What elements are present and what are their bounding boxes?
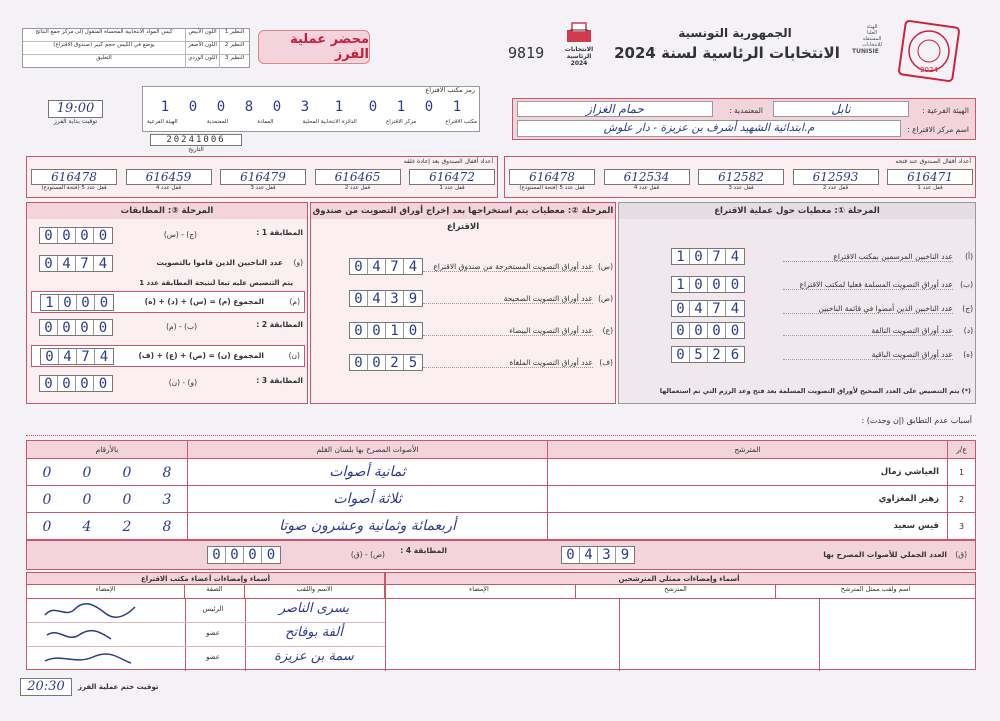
digit-cell: 0 [58, 376, 76, 391]
election-title: الانتخابات الرئاسية لسنة 2024 [614, 44, 840, 62]
total-value [561, 546, 635, 564]
date-value: 20241006 [150, 134, 242, 146]
vote-digit: 0 [42, 518, 52, 535]
votes-words: ثلاثة أصوات [187, 486, 547, 513]
digit-cell: 0 [708, 277, 726, 292]
voters-value [39, 255, 113, 272]
member-name: يسرى الناصر [278, 601, 350, 616]
isie-text: TUNISIE [852, 48, 879, 55]
totals-box [26, 540, 976, 570]
delegation-label: المعتمدية : [729, 106, 763, 115]
digit-cell: 4 [368, 291, 386, 306]
office-code-box [142, 86, 480, 132]
stage1-row-c [619, 299, 975, 319]
match-formula: (ب) - (م) [166, 322, 197, 331]
stage1-a-value [671, 248, 745, 265]
digit-cell: 0 [40, 320, 58, 335]
seal-label: قفل عدد 4 [155, 185, 182, 191]
code-digit: 3 [300, 99, 310, 115]
isie-logo: الهيئة العليا المستقلة للانتخابات TUNISIE [852, 24, 892, 68]
seals-before-box [504, 156, 976, 198]
signatures-area [26, 572, 976, 670]
vote-digit: 0 [82, 464, 92, 481]
row-num: 1 [947, 459, 975, 486]
stage2-row-fa [311, 353, 615, 373]
start-time-box [48, 100, 103, 130]
members-col-header: الاسم واللقب [244, 585, 384, 598]
digit-cell: 4 [59, 349, 77, 364]
member-name: ألفة بوفاتح [285, 625, 343, 640]
row-label: عدد الناخبين الذين أمضوا في قائمة الناخبين [783, 304, 953, 314]
digit-cell: 0 [730, 322, 740, 339]
code-label: مكتب الاقتراع [445, 119, 477, 125]
digit-cell: 0 [40, 256, 58, 271]
member-row-3 [27, 647, 385, 671]
digit-cell: 0 [690, 323, 708, 338]
members-col-header: الإمضاء [95, 585, 116, 593]
seal-before-2 [793, 169, 879, 191]
row-label: عدد الناخبين الذين قاموا بالتصويت [156, 258, 283, 267]
member-role: الرئيس [202, 605, 224, 613]
digit-cell: 2 [386, 355, 404, 370]
stage1-box [618, 202, 976, 404]
reps-col-header: الإمضاء [469, 585, 489, 593]
row-num: 2 [947, 486, 975, 513]
seal-after-1 [409, 169, 495, 191]
candidate-name: زهير المغزاوي [547, 486, 947, 513]
digit-cell: 6 [730, 346, 740, 363]
seals-before-title: أعداد أقفال الصندوق عند فتحه [895, 158, 971, 165]
digit-cell: 0 [690, 249, 708, 264]
match-label: المطابقة 3 : [256, 376, 303, 385]
legend-key: النظير 2 [219, 42, 249, 54]
code-digit: 0 [424, 99, 434, 115]
seal-label: قفل عدد 3 [250, 185, 276, 191]
logo-text: الانتخابات الرئاسية 2024 [564, 46, 594, 67]
digit-cell: 4 [730, 248, 740, 265]
digit-cell: 0 [708, 323, 726, 338]
mismatch-label: أسباب عدم التطابق (إن وجدت) : [861, 416, 972, 425]
digit-cell: 0 [77, 295, 95, 310]
stage2-sad-value [349, 290, 423, 307]
stamp-seal-icon [896, 18, 962, 84]
row-key: (أ) [965, 252, 973, 261]
legend-desc: كيس المواد الانتخابية المحساة المنقول إلى مركز جمع النتائج [35, 29, 173, 35]
digit-cell: 3 [598, 547, 616, 563]
stage1-d-value [671, 322, 745, 339]
branch-value: نابل [773, 101, 909, 117]
match-label: المطابقة 2 : [256, 320, 303, 329]
code-digit: 0 [188, 99, 198, 115]
voters-row [27, 253, 307, 275]
reps-title: أسماء وإمضاءات ممثلي المترشحين [383, 573, 975, 585]
digit-cell: 0 [59, 295, 77, 310]
digit-cell: 4 [368, 259, 386, 274]
seal-value: 616465 [315, 169, 401, 185]
row-key: (ع) [602, 326, 613, 335]
digit-cell: 4 [98, 255, 108, 272]
code-digit: 0 [368, 99, 378, 115]
match-formula: (ج) - (س) [163, 230, 197, 239]
digit-cell: 4 [99, 348, 109, 365]
stage2-box [310, 202, 616, 404]
digit-cell: 0 [98, 375, 108, 392]
seal-value: 612534 [604, 169, 690, 185]
votes-digits [27, 486, 187, 513]
code-digit: 0 [272, 99, 282, 115]
seal-value: 612582 [698, 169, 784, 185]
digit-cell: 0 [730, 276, 740, 293]
digit-cell: 7 [386, 259, 404, 274]
match-formula: (و) - (ن) [168, 378, 197, 387]
digit-cell: 0 [41, 349, 59, 364]
vote-digit: 3 [162, 491, 172, 508]
seals-after-box [26, 156, 498, 198]
row-label: عدد أوراق التصويت المستخرجة من صندوق الاقتراع [423, 262, 593, 272]
form-title: محضر عملية الفرز [290, 32, 369, 62]
stage1-row-d [619, 321, 975, 341]
digit-cell: 0 [266, 547, 276, 563]
vote-digit: 0 [122, 491, 132, 508]
row-label: المجموع (م) = (س) + (د) + (ه) [144, 297, 264, 306]
col-candidate-header: المترشح [547, 441, 947, 459]
members-col-header: الصفة [184, 585, 244, 598]
digit-cell: 5 [408, 354, 418, 371]
row-key: (س) [597, 262, 613, 271]
legend-key: النظير 1 [219, 29, 249, 41]
col-num-header: ع/ر [947, 441, 975, 459]
row-label: عدد أوراق التصويت الباقية [783, 350, 953, 360]
end-time: 20:30 [20, 678, 72, 696]
row-label: عدد أوراق التصويت الملغاة [423, 358, 593, 368]
code-digit: 0 [216, 99, 226, 115]
results-table [26, 440, 976, 540]
code-label: الهيئة الفرعية [147, 119, 178, 125]
digit-cell: 0 [690, 277, 708, 292]
match4-label: المطابقة 4 : [400, 546, 447, 555]
stage1-c-value [671, 300, 745, 317]
form-number: 9819 [508, 44, 545, 62]
results-row-2 [27, 486, 975, 513]
digit-cell: 0 [76, 228, 94, 243]
legend-color: اللون الأبيض [185, 29, 219, 41]
digit-cell: 0 [672, 301, 690, 316]
votes-words: أربعمائة وثمانية وعشرون صوتا [187, 513, 547, 540]
sum-m-row [31, 291, 305, 313]
start-time: 19:00 [48, 100, 103, 118]
row-key: (ج) [962, 304, 973, 313]
sum-n-row [31, 345, 305, 367]
row-key: (ه) [963, 350, 973, 359]
seal-before-4 [604, 169, 690, 191]
signature-2-icon [35, 625, 175, 645]
digit-cell: 0 [350, 355, 368, 370]
digit-cell: 0 [350, 323, 368, 338]
code-digit: 1 [160, 99, 170, 115]
sum-n-value [40, 348, 114, 365]
members-title: أسماء وإمضاءات أعضاء مكتب الاقتراع [27, 573, 385, 585]
start-time-label: توقيت بداية الفرز [53, 118, 98, 125]
digit-cell: 2 [708, 347, 726, 362]
signature-1-icon [35, 601, 175, 621]
stage3-box [26, 202, 308, 404]
row-key: (ن) [288, 351, 300, 360]
stage1-row-a [619, 247, 975, 267]
match1-value [39, 227, 113, 244]
seal-value: 616478 [509, 169, 595, 185]
results-row-3 [27, 513, 975, 540]
digit-cell: 0 [40, 376, 58, 391]
member-row-1 [27, 599, 385, 623]
candidate-name: قيس سعيد [547, 513, 947, 540]
reps-col-header: المترشح [575, 585, 775, 598]
seal-after-2 [315, 169, 401, 191]
legend-color: اللون الوردي [185, 55, 219, 68]
vote-digit: 8 [162, 518, 172, 535]
seal-label: قفل عدد 5 (فتحة المستودع) [519, 185, 585, 191]
digit-cell: 1 [672, 277, 690, 292]
digit-cell: 0 [40, 228, 58, 243]
digit-cell: 3 [386, 291, 404, 306]
match4-formula: (ص) - (ق) [350, 550, 385, 559]
digit-cell: 0 [350, 291, 368, 306]
office-code-title: رمز مكتب الاقتراع [425, 86, 475, 94]
vote-digit: 8 [162, 464, 172, 481]
code-digit: 1 [334, 99, 344, 115]
seal-label: قفل عدد 4 [633, 185, 660, 191]
sum-m-value [40, 294, 114, 311]
stage2-s-value [349, 258, 423, 275]
end-time-box [20, 678, 160, 700]
location-box [512, 98, 976, 140]
match4-value [207, 546, 281, 564]
digit-cell: 0 [226, 547, 244, 563]
digit-cell: 7 [708, 301, 726, 316]
row-key: (د) [963, 326, 973, 335]
vote-digit: 4 [82, 518, 92, 535]
match2-row [27, 317, 307, 341]
seal-label: قفل عدد 2 [344, 185, 371, 191]
votes-digits [27, 513, 187, 540]
results-row-1 [27, 459, 975, 486]
digit-cell: 7 [76, 256, 94, 271]
date-label: التاريخ [188, 146, 204, 153]
row-label: عدد أوراق التصويت المسلمة فعليا لمكتب الاقتراع [783, 280, 953, 290]
digit-cell: 7 [77, 349, 95, 364]
stage2-fa-value [349, 354, 423, 371]
code-digit: 1 [452, 99, 462, 115]
digit-cell: 4 [58, 256, 76, 271]
vote-digit: 0 [42, 491, 52, 508]
legend-table [22, 28, 250, 68]
row-num: 3 [947, 513, 975, 540]
row-label: عدد أوراق التصويت التالفة [783, 326, 953, 336]
legend-color: اللون الأصفر [185, 42, 219, 54]
svg-text:2024: 2024 [920, 66, 938, 74]
center-label: اسم مركز الاقتراع : [907, 125, 969, 134]
legend-desc: يوضع في الكيس حجم كبير (صندوق الاقتراع) [53, 42, 155, 48]
digit-cell: 0 [672, 323, 690, 338]
digit-cell: 0 [58, 320, 76, 335]
branch-label: الهيئة الفرعية : [922, 106, 969, 115]
voters-note: يتم التنصيص عليه تبعا لنتيجة المطابقة عدد 1 [139, 279, 293, 287]
member-row-2 [27, 623, 385, 647]
seal-label: قفل عدد 5 (فتحة المستودع) [41, 185, 107, 191]
stage2-ain-value [349, 322, 423, 339]
candidate-name: العياشي زمال [547, 459, 947, 486]
form-title-box [258, 30, 370, 64]
seal-value: 616459 [126, 169, 212, 185]
votes-words: ثمانية أصوات [187, 459, 547, 486]
stage2-title: المرحلة ②: معطيات يتم استخراجها بعد إخراج أوراق التصويت من صندوق الاقتراع [311, 203, 615, 219]
row-label: عدد الناخبين المرسمين بمكتب الاقتراع [783, 252, 953, 262]
seal-value: 616471 [887, 169, 973, 185]
seal-before-1 [887, 169, 973, 191]
seal-label: قفل عدد 3 [728, 185, 754, 191]
code-label: المعتمدية [206, 119, 229, 125]
digit-cell: 4 [408, 258, 418, 275]
col-digits-header: بالأرقام [95, 445, 119, 454]
digit-cell: 0 [99, 294, 109, 311]
row-label: عدد أوراق التصويت الصحيحة [423, 294, 593, 304]
seal-before-3 [698, 169, 784, 191]
digit-cell: 7 [708, 249, 726, 264]
ballot-box-icon [564, 22, 594, 44]
total-key: (ق) [955, 550, 967, 559]
row-key: (ص) [598, 294, 613, 303]
stage3-title: المرحلة ③: المطابقات [27, 203, 307, 219]
seal-label: قفل عدد 2 [822, 185, 849, 191]
row-key: (و) [293, 258, 303, 267]
row-label: المجموع (ن) = (ص) + (ع) + (ف) [138, 351, 264, 360]
member-role: عضو [206, 629, 220, 637]
seal-label: قفل عدد 1 [439, 185, 465, 191]
digit-cell: 0 [98, 319, 108, 336]
vote-digit: 0 [122, 464, 132, 481]
vote-digit: 2 [122, 518, 132, 535]
code-label: مركز الاقتراع [386, 119, 417, 125]
code-digit: 8 [244, 99, 254, 115]
code-label: الدائرة الانتخابية المحلية [302, 119, 357, 125]
election-logo [558, 22, 600, 72]
seal-value: 616478 [31, 169, 117, 185]
digit-cell: 0 [76, 320, 94, 335]
seal-value: 616479 [220, 169, 306, 185]
match2-value [39, 319, 113, 336]
digit-cell: 0 [350, 259, 368, 274]
match3-row [27, 373, 307, 397]
digit-cell: 4 [690, 301, 708, 316]
match3-value [39, 375, 113, 392]
digit-cell: 0 [208, 547, 226, 563]
stage1-row-b [619, 275, 975, 295]
votes-digits [27, 459, 187, 486]
official-stamp [896, 18, 962, 84]
digit-cell: 0 [98, 227, 108, 244]
stage1-b-value [671, 276, 745, 293]
match-label: المطابقة 1 : [256, 228, 303, 237]
digit-cell: 0 [408, 322, 418, 339]
stage1-e-value [671, 346, 745, 363]
digit-cell: 0 [76, 376, 94, 391]
code-label: العمادة [257, 119, 274, 125]
col-words-header: الأصوات المصرح بها بلسان القلم [187, 441, 547, 459]
stage2-row-ain [311, 321, 615, 341]
row-key: (ب) [960, 280, 973, 289]
digit-cell: 4 [730, 300, 740, 317]
row-label: عدد أوراق التصويت البيضاء [423, 326, 593, 336]
reps-col-header: اسم ولقب ممثل المترشح [775, 585, 975, 598]
digit-cell: 1 [41, 295, 59, 310]
stage2-row-s [311, 257, 615, 277]
total-label: العدد الجملي للأصوات المصرح بها [823, 550, 947, 559]
stage2-row-sad [311, 289, 615, 309]
row-key: (ف) [599, 358, 613, 367]
digit-cell: 1 [672, 249, 690, 264]
digit-cell: 0 [672, 347, 690, 362]
vote-digit: 0 [42, 464, 52, 481]
digit-cell: 5 [690, 347, 708, 362]
end-time-label: توقيت ختم عملية الفرز [78, 683, 159, 691]
digit-cell: 1 [386, 323, 404, 338]
office-code-digits [151, 97, 471, 117]
digit-cell: 0 [244, 547, 262, 563]
signature-3-icon [35, 649, 175, 669]
stage1-row-e [619, 345, 975, 365]
vote-digit: 0 [82, 491, 92, 508]
digit-cell: 0 [562, 547, 580, 563]
country-name: الجمهورية التونسية [678, 26, 792, 40]
digit-cell: 4 [580, 547, 598, 563]
member-role: عضو [206, 653, 220, 661]
digit-cell: 0 [58, 228, 76, 243]
seal-label: قفل عدد 1 [917, 185, 943, 191]
match1-row [27, 225, 307, 247]
digit-cell: 0 [368, 323, 386, 338]
seal-after-3 [220, 169, 306, 191]
digit-cell: 9 [620, 547, 630, 563]
legend-desc: التعليق [96, 55, 112, 61]
delegation-value: حمام الغزاز [517, 101, 713, 117]
seal-after-5 [31, 169, 117, 191]
digit-cell: 0 [368, 355, 386, 370]
row-key: (م) [289, 297, 300, 306]
seal-value: 616472 [409, 169, 495, 185]
stage1-title: المرحلة ①: معطيات حول عملية الاقتراع [619, 203, 975, 219]
seals-after-title: أعداد أقفال الصندوق بعد إعادة غلقه [403, 158, 493, 165]
member-name: سمة بن عزيزة [274, 649, 354, 664]
seal-after-4 [126, 169, 212, 191]
date-box [150, 134, 242, 154]
digit-cell: 9 [408, 290, 418, 307]
code-digit: 1 [396, 99, 406, 115]
legend-key: النظير 3 [219, 55, 249, 68]
mismatch-reasons [26, 410, 976, 436]
seal-before-5 [509, 169, 595, 191]
stage1-note: (*) يتم التنصيص على العدد الصحيح لأوراق التصويت المسلمة بعد فتح وعد الرزم التي تم استعمالها [659, 387, 971, 395]
center-value: م.ابتدائية الشهيد أشرف بن عزيزة - دار علوش [517, 120, 901, 137]
seal-value: 612593 [793, 169, 879, 185]
